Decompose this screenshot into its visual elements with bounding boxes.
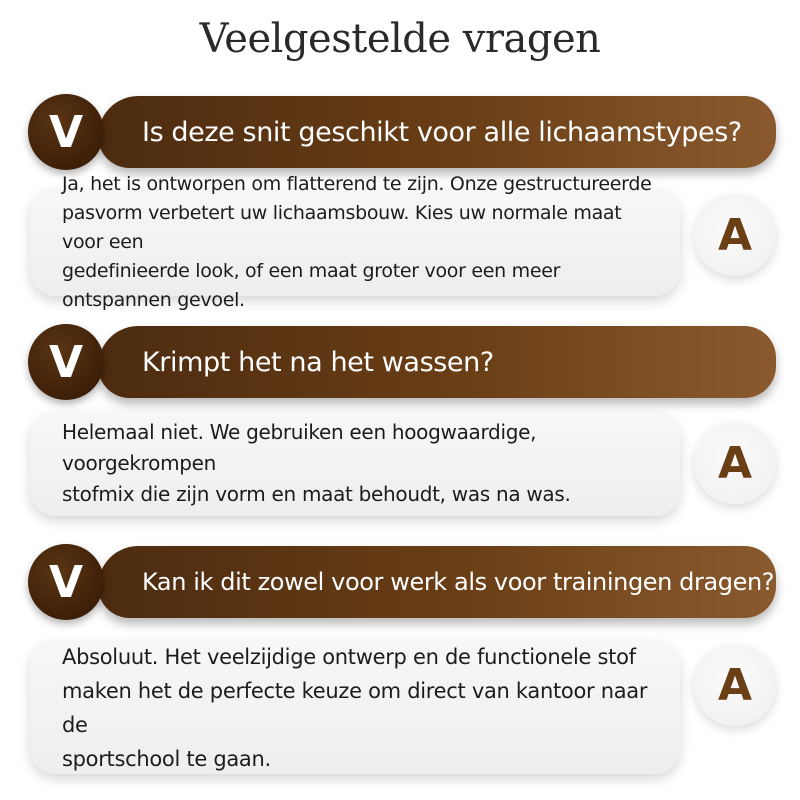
answer-text xyxy=(62,170,660,315)
answer-line: stofmix die zijn vorm en maat behoudt, was na was. xyxy=(62,481,571,506)
answer-line: maken het de perfecte keuze om direct van kantoor naar de xyxy=(62,679,648,737)
answer-line: sportschool te gaan. xyxy=(62,747,271,771)
answer-line: Helemaal niet. We gebruiken een hoogwaardige, voorgekrompen xyxy=(62,419,537,475)
faq-answer-1 xyxy=(30,172,786,311)
faq-question-2[interactable] xyxy=(28,322,776,402)
question-badge: V xyxy=(28,94,104,170)
answer-line: gedefinieerde look, of een maat groter voor een meer ontspannen gevoel. xyxy=(62,259,561,311)
question-bar xyxy=(98,96,776,168)
answer-bubble xyxy=(30,172,680,311)
answer-badge: A xyxy=(694,194,776,276)
question-text: Krimpt het na het wassen? xyxy=(142,346,494,378)
question-bar xyxy=(98,326,776,398)
faq-answer-3 xyxy=(30,640,786,780)
answer-text xyxy=(62,417,660,510)
answer-line: Ja, het is ontworpen om flatterend te zijn. Onze gestructureerde xyxy=(62,172,652,195)
faq-answer-2 xyxy=(30,412,786,522)
answer-line: Absoluut. Het veelzijdige ontwerp en de functionele stof xyxy=(62,645,636,669)
question-bar xyxy=(98,546,776,618)
answer-badge: A xyxy=(694,644,776,726)
question-text: Is deze snit geschikt voor alle lichaamstypes? xyxy=(142,116,742,148)
answer-line: pasvorm verbetert uw lichaamsbouw. Kies uw normale maat voor een xyxy=(62,201,622,253)
question-badge: V xyxy=(28,324,104,400)
page-title: Veelgestelde vragen xyxy=(199,16,601,62)
answer-badge: A xyxy=(694,422,776,504)
question-badge: V xyxy=(28,544,104,620)
answer-bubble xyxy=(30,640,680,774)
faq-question-1[interactable] xyxy=(28,92,776,172)
question-text: Kan ik dit zowel voor werk als voor trainingen dragen? xyxy=(142,568,775,596)
answer-bubble xyxy=(30,412,680,516)
faq-question-3[interactable] xyxy=(28,542,776,622)
answer-text xyxy=(62,640,660,776)
